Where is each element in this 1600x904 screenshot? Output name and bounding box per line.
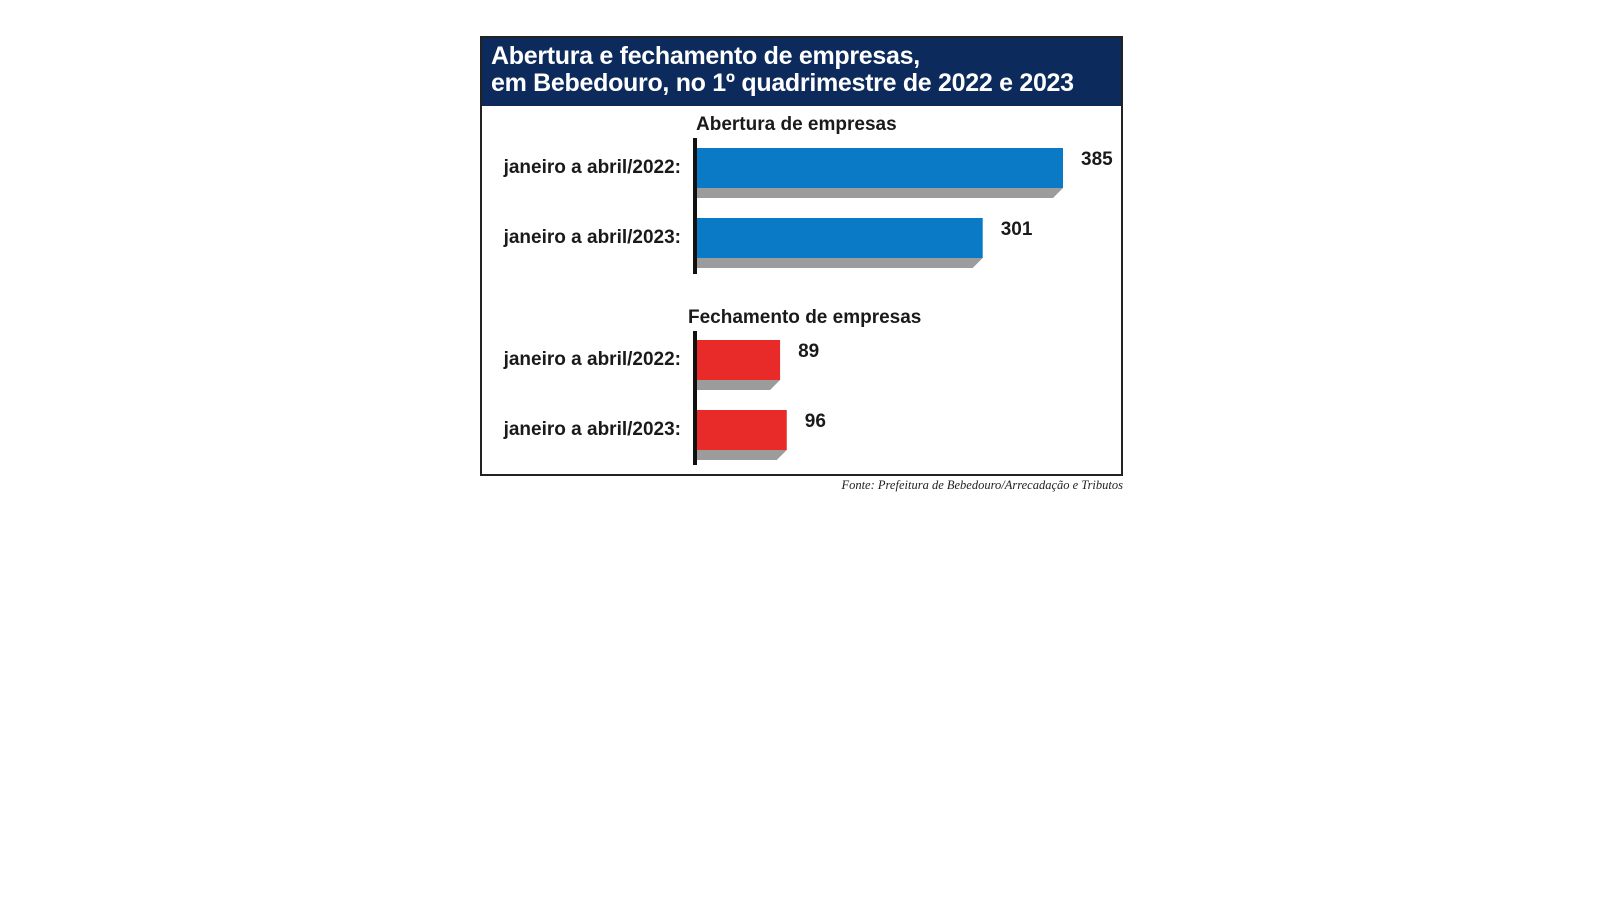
value-label-1-1: 96 [804, 411, 826, 432]
bar-shadow-1-0 [695, 380, 780, 390]
value-label-0-0: 385 [1081, 149, 1113, 170]
panel-title-0: Abertura de empresas [696, 114, 897, 135]
category-label-1-0: janeiro a abril/2022: [503, 349, 681, 370]
bar-1-0 [695, 340, 780, 380]
category-label-1-1: janeiro a abril/2023: [503, 419, 681, 440]
bar-shadow-0-1 [695, 258, 983, 268]
category-label-0-1: janeiro a abril/2023: [503, 227, 681, 248]
bar-shadow-0-0 [695, 188, 1063, 198]
value-label-1-0: 89 [798, 341, 820, 362]
value-label-0-1: 301 [1000, 219, 1033, 240]
category-label-0-0: janeiro a abril/2022: [503, 157, 681, 178]
panel-title-1: Fechamento de empresas [688, 307, 922, 328]
chart-title-line-1: Abertura e fechamento de empresas, [491, 42, 920, 70]
chart-frame [480, 36, 1123, 476]
bar-shadow-1-1 [695, 450, 787, 460]
chart-title-line-2: em Bebedouro, no 1º quadrimestre de 2022 e 2023 [491, 69, 1074, 97]
bar-chart-plot [482, 38, 1125, 478]
bar-1-1 [695, 410, 787, 450]
bar-0-1 [695, 218, 983, 258]
bar-0-0 [695, 148, 1063, 188]
chart-source: Fonte: Prefeitura de Bebedouro/Arrecadação e Tributos [841, 478, 1123, 492]
